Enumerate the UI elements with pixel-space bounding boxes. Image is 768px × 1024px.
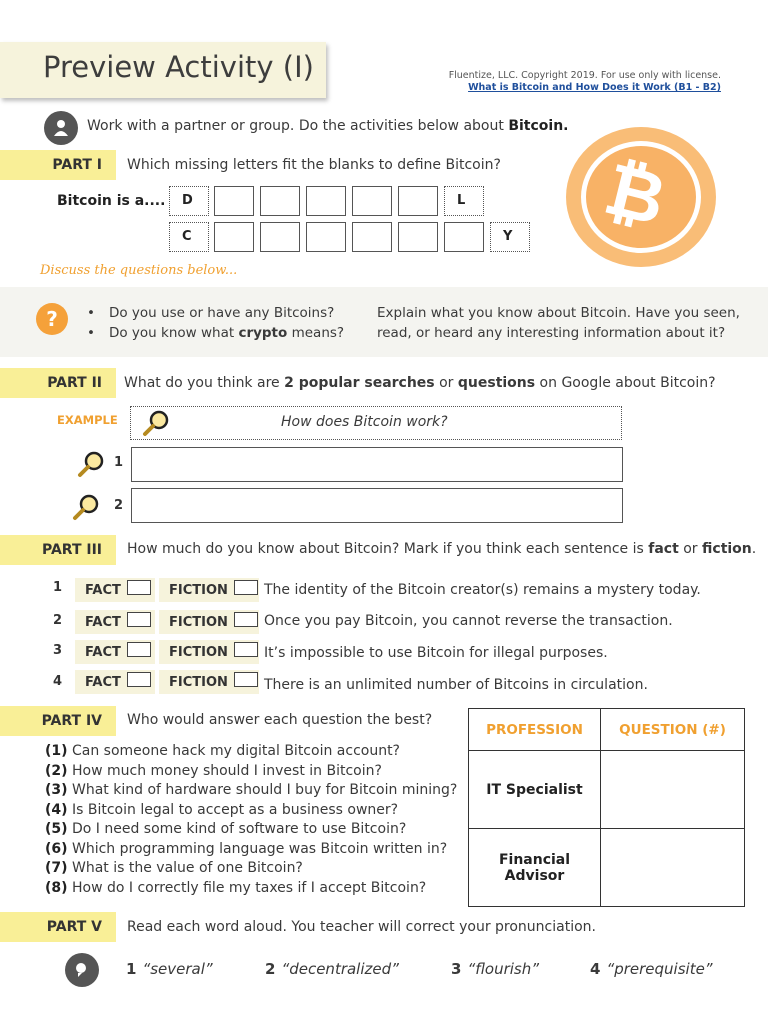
fact-item-number: 3 [53, 643, 63, 658]
part-2-question: What do you think are 2 popular searches or questions on Google about Bitcoin? [124, 375, 716, 391]
part-3-question: How much do you know about Bitcoin? Mark if you think each sentence is fact or fiction. [127, 541, 757, 557]
fact-option[interactable]: FACT [75, 670, 155, 694]
fact-item-number: 2 [53, 613, 63, 628]
fiction-checkbox[interactable] [234, 642, 258, 657]
fact-statement: There is an unlimited number of Bitcoins in circulation. [264, 677, 648, 693]
fiction-option[interactable]: FICTION [159, 670, 259, 694]
part-5-label: PART V [0, 912, 116, 942]
group-icon [44, 111, 78, 145]
question-icon: ? [36, 303, 68, 335]
letter-blank[interactable] [398, 186, 438, 216]
letter-blank[interactable] [306, 222, 346, 252]
list-item: (7) What is the value of one Bitcoin? [45, 860, 303, 876]
magnifier-icon [72, 493, 100, 521]
letter-blank[interactable] [352, 186, 392, 216]
fiction-checkbox[interactable] [234, 580, 258, 595]
fact-statement: It’s impossible to use Bitcoin for illegal purposes. [264, 645, 608, 661]
fiction-option[interactable]: FICTION [159, 610, 259, 634]
search-answer-1[interactable] [131, 447, 623, 482]
letter-blank[interactable] [260, 222, 300, 252]
list-item: (4) Is Bitcoin legal to accept as a business owner? [45, 801, 399, 818]
part-1-question: Which missing letters fit the blanks to define Bitcoin? [127, 157, 501, 173]
letter-blank[interactable] [214, 186, 254, 216]
letter-blank[interactable] [306, 186, 346, 216]
letter-blank[interactable] [398, 222, 438, 252]
letter-box-c: C [169, 222, 209, 252]
table-cell-answer[interactable] [601, 829, 745, 907]
search-answer-2[interactable] [131, 488, 623, 523]
discuss-bullet-2: • Do you know what crypto means? [87, 323, 344, 343]
discuss-heading: Discuss the questions below... [40, 263, 238, 278]
fact-checkbox[interactable] [127, 612, 151, 627]
fact-option[interactable]: FACT [75, 640, 155, 664]
intro-text: Work with a partner or group. Do the activities below about Bitcoin. [87, 118, 569, 134]
part-4-label: PART IV [0, 706, 116, 736]
speaking-icon [65, 953, 99, 987]
example-label: EXAMPLE [57, 413, 118, 427]
table-cell-profession: Financial Advisor [469, 829, 601, 907]
table-cell-answer[interactable] [601, 751, 745, 829]
fact-statement: Once you pay Bitcoin, you cannot reverse the transaction. [264, 613, 673, 629]
table-cell-profession: IT Specialist [469, 751, 601, 829]
discuss-prompt: Explain what you know about Bitcoin. Have you seen, read, or heard any interesting information about it? [377, 305, 740, 341]
fiction-checkbox[interactable] [234, 672, 258, 687]
fact-statement: The identity of the Bitcoin creator(s) remains a mystery today. [264, 582, 701, 598]
search-number-1: 1 [114, 455, 124, 470]
letter-blank[interactable] [214, 222, 254, 252]
discuss-bullet-1: • Do you use or have any Bitcoins? [87, 303, 344, 323]
list-item: (1) Can someone hack my digital Bitcoin account? [45, 743, 400, 759]
part-2-label: PART II [0, 368, 116, 398]
definition-prompt: Bitcoin is a.... [57, 193, 166, 209]
profession-table [468, 708, 745, 907]
fact-checkbox[interactable] [127, 672, 151, 687]
fact-item-number: 1 [53, 580, 63, 595]
list-item: (3) What kind of hardware should I buy for Bitcoin mining? [45, 782, 458, 798]
bitcoin-icon: ₿ [596, 146, 674, 242]
pronunciation-word-3: 3 “flourish” [451, 960, 540, 978]
part-1-label: PART I [0, 150, 116, 180]
page-title: Preview Activity (I) [43, 50, 314, 84]
fiction-option[interactable]: FICTION [159, 640, 259, 664]
pronunciation-word-4: 4 “prerequisite” [590, 960, 713, 978]
source-link[interactable]: What is Bitcoin and How Does it Work (B1 - B2) [468, 82, 721, 93]
letter-box-l: L [444, 186, 484, 216]
magnifier-icon [142, 409, 170, 437]
profession-questions [45, 742, 457, 898]
fact-checkbox[interactable] [127, 580, 151, 595]
fact-option[interactable]: FACT [75, 610, 155, 634]
search-number-2: 2 [114, 498, 124, 513]
list-item: (6) Which programming language was Bitcoin written in? [45, 840, 448, 857]
table-header-question: QUESTION (#) [601, 709, 745, 751]
letter-blank[interactable] [260, 186, 300, 216]
letter-blank[interactable] [444, 222, 484, 252]
fact-item-number: 4 [53, 674, 63, 689]
table-header-profession: PROFESSION [469, 709, 601, 751]
letter-blank[interactable] [352, 222, 392, 252]
fiction-option[interactable]: FICTION [159, 578, 259, 602]
list-item: (8) How do I correctly file my taxes if I accept Bitcoin? [45, 879, 427, 896]
letter-box-d: D [169, 186, 209, 216]
fact-option[interactable]: FACT [75, 578, 155, 602]
fact-checkbox[interactable] [127, 642, 151, 657]
pronunciation-word-2: 2 “decentralized” [265, 960, 399, 978]
discuss-bullets [87, 303, 344, 343]
part-4-question: Who would answer each question the best? [127, 712, 433, 728]
magnifier-icon [77, 450, 105, 478]
letter-box-y: Y [490, 222, 530, 252]
pronunciation-word-1: 1 “several” [126, 960, 213, 978]
list-item: (2) How much money should I invest in Bitcoin? [45, 762, 382, 779]
list-item: (5) Do I need some kind of software to use Bitcoin? [45, 821, 407, 837]
copyright-text: Fluentize, LLC. Copyright 2019. For use only with license. [448, 70, 721, 81]
part-5-question: Read each word aloud. You teacher will correct your pronunciation. [127, 919, 596, 935]
part-3-label: PART III [0, 535, 116, 565]
fiction-checkbox[interactable] [234, 612, 258, 627]
example-text: How does Bitcoin work? [281, 414, 448, 430]
